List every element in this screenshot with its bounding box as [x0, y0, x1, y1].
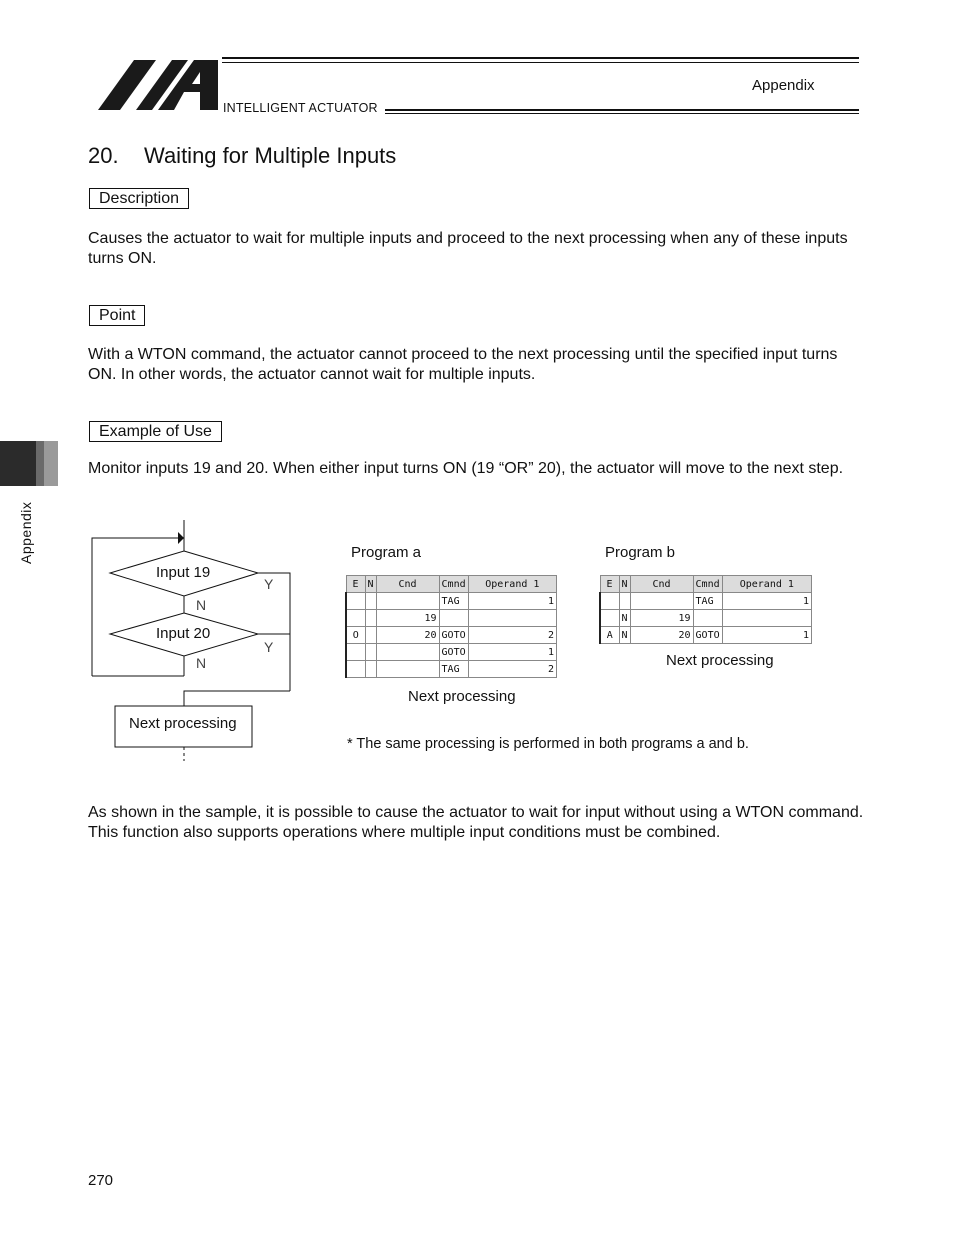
cell-cnd: 19 [376, 610, 439, 627]
cell-cnd [376, 661, 439, 678]
table-row [600, 593, 812, 610]
cell-cnd: 20 [376, 627, 439, 644]
cell-operand: 1 [722, 627, 811, 644]
cell-cmnd: TAG [693, 593, 722, 610]
table-header: E [600, 576, 619, 593]
cell-cnd: 19 [630, 610, 693, 627]
header-rule-bottom-thin [385, 113, 859, 114]
header-section: Appendix [752, 77, 815, 94]
table-header: Operand 1 [468, 576, 556, 593]
description-label: Description [89, 188, 189, 209]
table-row [346, 610, 557, 627]
flow-decision-input-19: Input 19 [156, 564, 211, 581]
company-name: INTELLIGENT ACTUATOR [223, 101, 378, 115]
cell-cmnd: GOTO [439, 627, 468, 644]
program-b-caption: Next processing [666, 652, 774, 669]
cell-n [365, 593, 376, 610]
cell-cmnd: GOTO [693, 627, 722, 644]
cell-e [600, 610, 619, 627]
cell-operand [468, 610, 556, 627]
cell-n [619, 593, 630, 610]
cell-e [346, 661, 365, 678]
flow-next-processing: Next processing [129, 715, 237, 732]
table-header: Cnd [376, 576, 439, 593]
flow-no-label-2: N [196, 655, 207, 671]
section-title-text: Waiting for Multiple Inputs [144, 143, 397, 168]
cell-cnd [376, 593, 439, 610]
cell-cmnd: TAG [439, 593, 468, 610]
page-number: 270 [88, 1172, 114, 1189]
cell-n: N [619, 627, 630, 644]
header-rule-bottom [385, 109, 859, 111]
point-text: With a WTON command, the actuator cannot proceed to the next processing until the specified input turns ON. In other words, the actuator cannot wait for multiple inputs. [88, 346, 838, 383]
cell-cmnd: GOTO [439, 644, 468, 661]
flow-decision-input-20: Input 20 [156, 625, 211, 642]
description-text: Causes the actuator to wait for multiple inputs and proceed to the next processing when any of these inputs turns ON. [88, 230, 848, 267]
table-row [346, 661, 557, 678]
cell-operand: 1 [468, 593, 556, 610]
cell-e [600, 593, 619, 610]
cell-n [365, 610, 376, 627]
flow-yes-label-1: Y [264, 576, 274, 592]
cell-cmnd [693, 610, 722, 627]
table-row [346, 644, 557, 661]
company-logo [96, 58, 220, 112]
cell-cnd [630, 593, 693, 610]
program-b-table [599, 575, 812, 644]
table-header: Cnd [630, 576, 693, 593]
table-header: N [365, 576, 376, 593]
cell-e [346, 593, 365, 610]
cell-cmnd: TAG [439, 661, 468, 678]
cell-n [365, 627, 376, 644]
table-row [600, 610, 812, 627]
cell-e [346, 644, 365, 661]
cell-operand: 2 [468, 627, 556, 644]
table-row [346, 627, 557, 644]
footnote: * The same processing is performed in both programs a and b. [347, 736, 749, 752]
table-row [600, 627, 812, 644]
cell-operand: 1 [722, 593, 811, 610]
cell-operand [722, 610, 811, 627]
cell-n [365, 661, 376, 678]
cell-cmnd [439, 610, 468, 627]
cell-cnd [376, 644, 439, 661]
cell-e: A [600, 627, 619, 644]
flow-yes-label-2: Y [264, 639, 274, 655]
side-tab-block [0, 441, 58, 486]
table-header: Cmnd [439, 576, 468, 593]
cell-n: N [619, 610, 630, 627]
cell-n [365, 644, 376, 661]
point-label: Point [89, 305, 145, 326]
table-header: N [619, 576, 630, 593]
conclusion-text: As shown in the sample, it is possible to cause the actuator to wait for input without using a WTON command. This function also supports operations where multiple input conditions must be combined. [88, 804, 864, 841]
flow-no-label-1: N [196, 597, 207, 613]
cell-operand: 2 [468, 661, 556, 678]
side-tab-label: Appendix [18, 501, 34, 564]
table-row [346, 593, 557, 610]
table-header: Operand 1 [722, 576, 811, 593]
table-header: E [346, 576, 365, 593]
header-rule-top-thin [222, 62, 859, 63]
section-title [88, 143, 396, 169]
example-label: Example of Use [89, 421, 222, 442]
cell-cnd: 20 [630, 627, 693, 644]
header-rule-top [222, 57, 859, 59]
cell-e: O [346, 627, 365, 644]
table-header: Cmnd [693, 576, 722, 593]
program-a-table [345, 575, 557, 678]
program-b-title: Program b [605, 544, 676, 561]
cell-operand: 1 [468, 644, 556, 661]
example-text: Monitor inputs 19 and 20. When either input turns ON (19 “OR” 20), the actuator will move to the next step. [88, 460, 844, 477]
section-number: 20. [88, 143, 119, 168]
program-a-caption: Next processing [408, 688, 516, 705]
cell-e [346, 610, 365, 627]
program-a-title: Program a [351, 544, 422, 561]
